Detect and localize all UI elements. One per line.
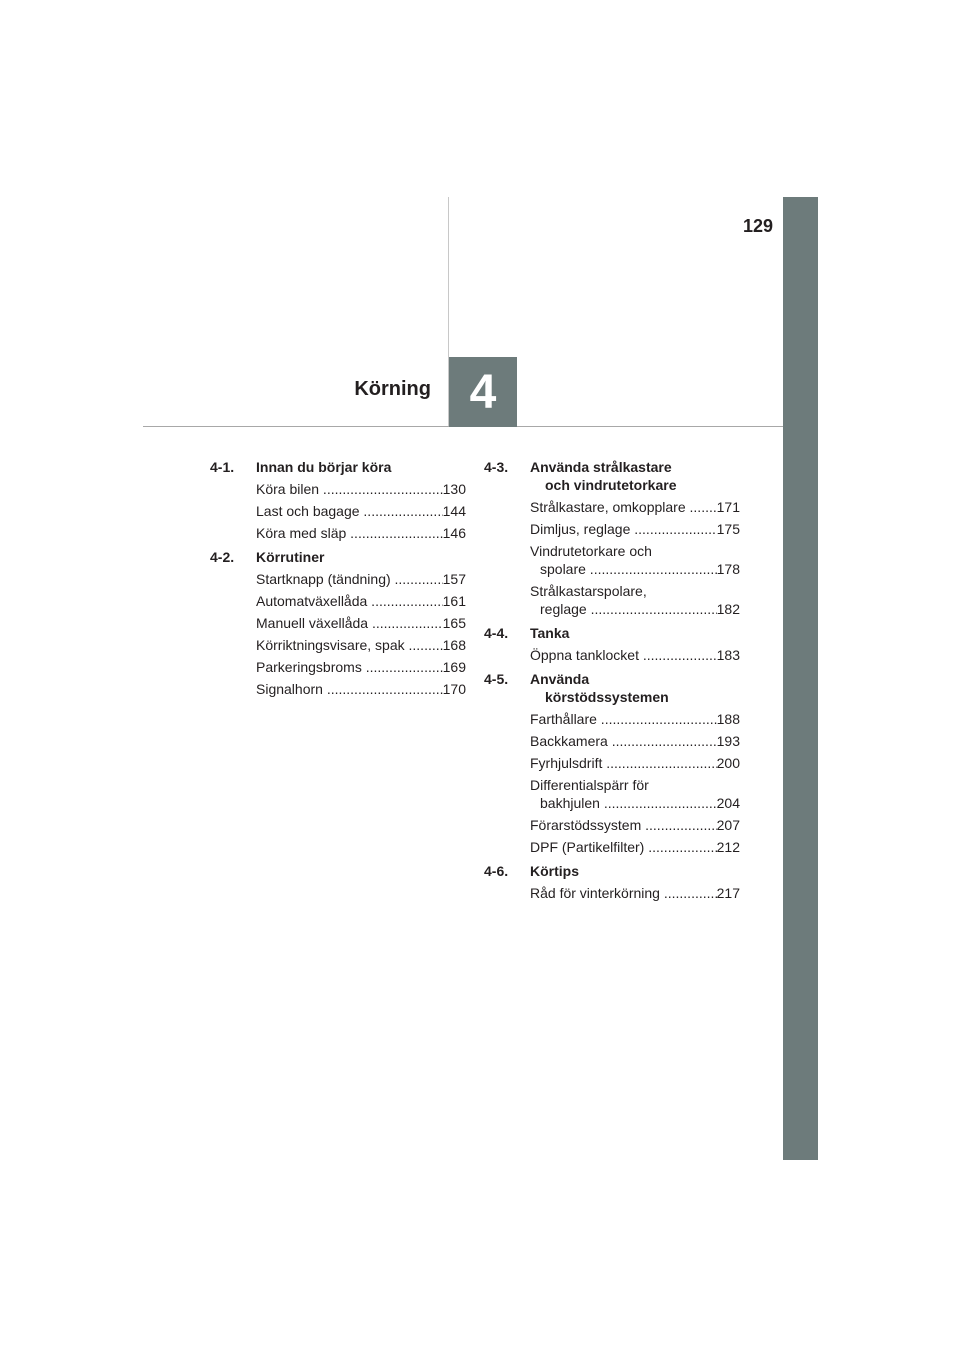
toc-entry-page: 130 — [442, 481, 466, 497]
section-title-line: körstödssystemen — [545, 689, 669, 705]
section-number: 4-6. — [484, 863, 509, 879]
toc-entries — [530, 498, 740, 618]
toc-entry-page: 169 — [442, 659, 466, 675]
toc-section — [210, 548, 466, 698]
toc-entry-text: Öppna tanklocket ..... — [530, 646, 717, 664]
toc-entry[interactable] — [256, 592, 466, 610]
toc-entry-text: Automatväxellåda ..... — [256, 592, 443, 610]
toc-section — [210, 458, 466, 542]
toc-entry-text: Startknapp (tändning) ..... — [256, 570, 443, 588]
toc-entry-text: DPF (Partikelfilter) ..... — [530, 838, 717, 856]
toc-entry-continuation — [530, 560, 740, 578]
section-title-line: Innan du börjar köra — [256, 459, 392, 475]
section-title — [256, 458, 466, 476]
toc-entry[interactable] — [256, 480, 466, 498]
toc-entry-page: 171 — [716, 499, 740, 515]
toc-entry[interactable] — [256, 614, 466, 632]
section-title — [530, 862, 740, 880]
toc-entry[interactable] — [530, 498, 740, 516]
toc-entry-page: 204 — [716, 795, 740, 811]
toc-entry[interactable] — [530, 542, 740, 578]
toc-entry[interactable] — [530, 776, 740, 812]
toc-entry-page: 207 — [716, 817, 740, 833]
toc-entry-page: 188 — [716, 711, 740, 727]
toc-entry-page: 175 — [716, 521, 740, 537]
toc-entry-text: Manuell växellåda ..... — [256, 614, 443, 632]
section-heading — [210, 548, 466, 566]
toc-entry-text: spolare ..... — [540, 560, 717, 578]
toc-entries — [530, 646, 740, 664]
toc-section — [484, 624, 740, 664]
toc-section — [484, 670, 740, 856]
section-title-line: Använda — [530, 671, 590, 687]
toc-entry-text: Körriktningsvisare, spak ..... — [256, 636, 443, 654]
toc-entry[interactable] — [530, 520, 740, 538]
section-title — [530, 458, 740, 494]
toc-entry-text: Last och bagage ..... — [256, 502, 443, 520]
toc-entry[interactable] — [530, 646, 740, 664]
toc-entry-page: 168 — [442, 637, 466, 653]
toc-entry-text: Köra med släp ..... — [256, 524, 443, 542]
section-number: 4-1. — [210, 459, 235, 475]
toc-left-column — [210, 458, 466, 704]
section-heading — [484, 670, 740, 706]
toc-entry[interactable] — [256, 636, 466, 654]
toc-entry-continuation — [530, 794, 740, 812]
section-number: 4-4. — [484, 625, 509, 641]
section-title-line: Använda strålkastare — [530, 459, 672, 475]
toc-entry-text: Differentialspärr för — [530, 777, 649, 793]
toc-entry[interactable] — [530, 838, 740, 856]
toc-entry[interactable] — [256, 658, 466, 676]
toc-entry[interactable] — [530, 884, 740, 902]
toc-right-column — [484, 458, 740, 908]
section-title-line: Körtips — [530, 863, 579, 879]
section-heading — [484, 862, 740, 880]
toc-entry[interactable] — [530, 710, 740, 728]
toc-section — [484, 458, 740, 618]
chapter-side-tab — [783, 197, 818, 1160]
toc-entry[interactable] — [256, 680, 466, 698]
toc-entry[interactable] — [256, 570, 466, 588]
section-title-line: och vindrutetorkare — [545, 477, 677, 493]
toc-entry-text: Signalhorn ..... — [256, 680, 443, 698]
section-title — [256, 548, 466, 566]
toc-entry-page: 212 — [716, 839, 740, 855]
toc-entry[interactable] — [530, 582, 740, 618]
toc-entries — [530, 710, 740, 856]
section-number: 4-2. — [210, 549, 235, 565]
toc-entry-page: 193 — [716, 733, 740, 749]
section-title — [530, 670, 740, 706]
section-title — [530, 624, 740, 642]
chapter-title: Körning — [354, 378, 431, 400]
toc-entry-text: Strålkastarspolare, — [530, 583, 647, 599]
toc-entry-text: Backkamera ..... — [530, 732, 717, 750]
toc-entry-page: 144 — [442, 503, 466, 519]
toc-entry-page: 217 — [716, 885, 740, 901]
toc-entry-text: Strålkastare, omkopplare ..... — [530, 498, 717, 516]
section-title-line: Körrutiner — [256, 549, 325, 565]
toc-entry[interactable] — [256, 524, 466, 542]
toc-entry-text: bakhjulen ..... — [540, 794, 717, 812]
toc-entry[interactable] — [530, 732, 740, 750]
toc-entry-page: 182 — [716, 601, 740, 617]
toc-entry-page: 161 — [442, 593, 466, 609]
toc-entry-text: reglage ..... — [540, 600, 717, 618]
toc-entry-text: Vindrutetorkare och — [530, 543, 652, 559]
section-number: 4-5. — [484, 671, 509, 687]
toc-entry-text: Råd för vinterkörning ..... — [530, 884, 717, 902]
toc-entry-text: Köra bilen ..... — [256, 480, 443, 498]
toc-entry-text: Förarstödssystem ..... — [530, 816, 717, 834]
section-title-line: Tanka — [530, 625, 570, 641]
toc-entries — [256, 480, 466, 542]
toc-entry-page: 157 — [442, 571, 466, 587]
chapter-number-box — [449, 357, 517, 427]
section-heading — [210, 458, 466, 476]
toc-entries — [530, 884, 740, 902]
toc-entry-page: 178 — [716, 561, 740, 577]
page-number: 129 — [742, 216, 773, 236]
toc-entry-page: 170 — [442, 681, 466, 697]
toc-entry-text: Dimljus, reglage ..... — [530, 520, 717, 538]
toc-entry-text: Parkeringsbroms ..... — [256, 658, 443, 676]
section-heading — [484, 624, 740, 642]
toc-entry-page: 200 — [716, 755, 740, 771]
section-number: 4-3. — [484, 459, 509, 475]
toc-entry[interactable] — [530, 816, 740, 834]
toc-entry-page: 183 — [716, 647, 740, 663]
toc-entry-page: 146 — [442, 525, 466, 541]
toc-entry-continuation — [530, 600, 740, 618]
toc-entries — [256, 570, 466, 698]
toc-entry[interactable] — [256, 502, 466, 520]
section-heading — [484, 458, 740, 494]
chapter-number: 4 — [469, 365, 497, 419]
toc-entry-text: Fyrhjulsdrift ..... — [530, 754, 717, 772]
toc-entry[interactable] — [530, 754, 740, 772]
toc-entry-text: Farthållare ..... — [530, 710, 717, 728]
toc-section — [484, 862, 740, 902]
toc-entry-page: 165 — [442, 615, 466, 631]
